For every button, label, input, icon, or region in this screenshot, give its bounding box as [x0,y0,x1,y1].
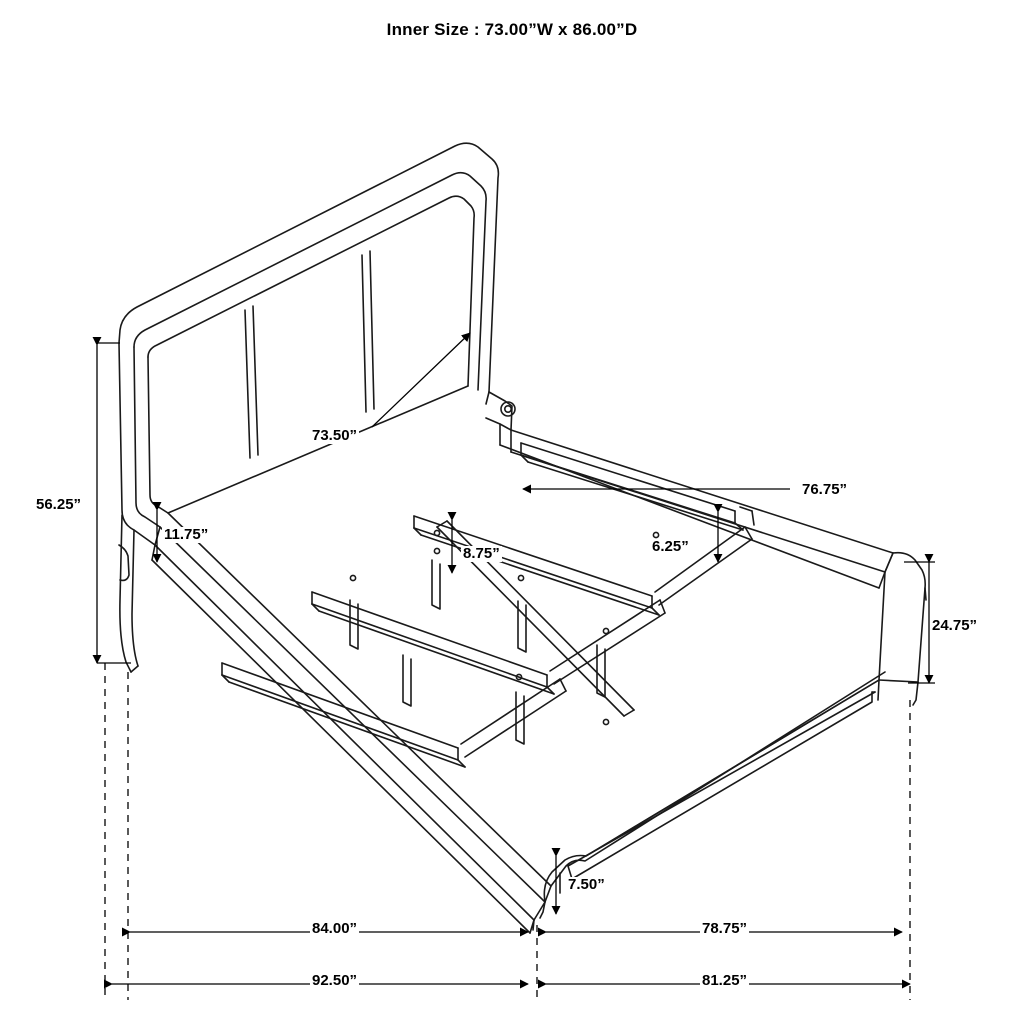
dim-side-rail-inner-length: 76.75” [802,481,848,498]
dim-headboard-panel-width: 73.50” [312,427,358,444]
dim-bed-depth-left: 84.00” [312,920,358,937]
dim-center-support-height: 8.75” [463,545,500,562]
dim-overall-height: 56.25” [36,496,82,513]
dim-headboard-leg-clearance: 11.75” [164,526,209,543]
dim-overall-depth-left: 92.50” [312,972,358,989]
dim-overall-depth-right: 81.25” [702,972,748,989]
dim-footboard-leg-clearance: 7.50” [568,876,605,893]
dim-bed-depth-right: 78.75” [702,920,748,937]
page-title: Inner Size : 73.00”W x 86.00”D [386,20,638,39]
dim-footboard-height: 24.75” [932,617,978,634]
dim-rail-thickness: 6.25” [652,538,689,555]
